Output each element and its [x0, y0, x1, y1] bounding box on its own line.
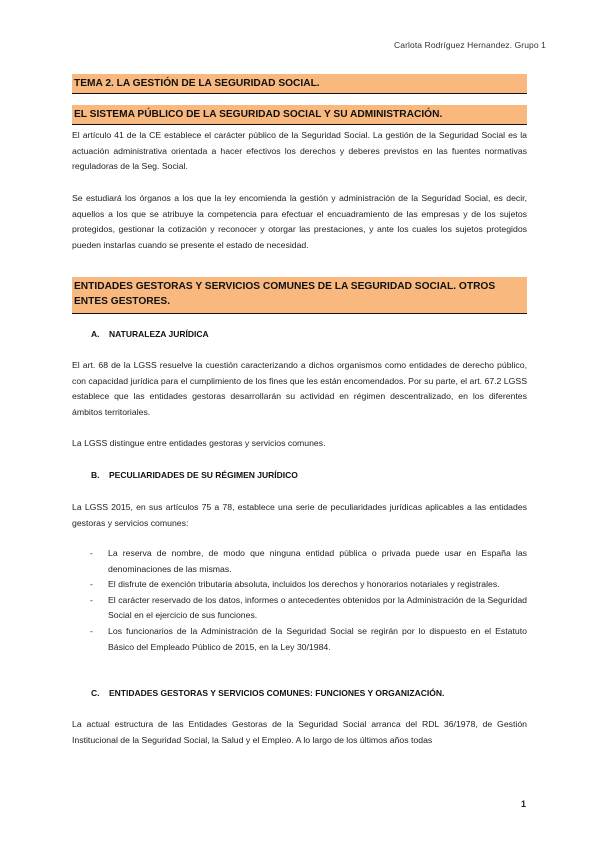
list-item: - La reserva de nombre, de modo que ninguna entidad pública o privada puede usar en España las denominaciones de las mismas.	[90, 548, 527, 574]
sistema-title: EL SISTEMA PÚBLICO DE LA SEGURIDAD SOCIAL Y SU ADMINISTRACIÓN.	[72, 105, 527, 125]
a-paragraph-1: El art. 68 de la LGSS resuelve la cuestión caracterizando a dichos organismos como entidades de derecho público, con capacidad jurídica para el cumplimiento de los fines que les están encomendados. Por su parte, el art. 67.2 LGSS establece que las entidades gestoras desarrollarán su actividad en régimen descentralizado, en los diferentes ámbitos territoriales.	[72, 360, 527, 417]
subheading-a	[91, 329, 209, 339]
sistema-paragraph-1: El artículo 41 de la CE establece el carácter público de la Seguridad Social. La gestión de la Seguridad Social es la actuación administrativa orientada a hacer efectivos los derechos y deberes previstos en las fuentes normativas reguladoras de la Seg. Social.	[72, 130, 527, 172]
subheading-c-title: ENTIDADES GESTORAS Y SERVICIOS COMUNES: FUNCIONES Y ORGANIZACIÓN.	[109, 688, 445, 698]
list-item: - El carácter reservado de los datos, informes o antecedentes obtenidos por la Administración de la Seguridad Social en el ejercicio de sus funciones.	[90, 594, 527, 621]
subheading-c-letter: C.	[91, 688, 100, 698]
subheading-b-letter: B.	[91, 470, 100, 480]
list-item: - El disfrute de exención tributaria absoluta, incluidos los derechos y honorarios notariales y registrales.	[90, 579, 500, 590]
subheading-a-title: NATURALEZA JURÍDICA	[109, 329, 209, 339]
page-number: 1	[520, 799, 526, 809]
a-paragraph-2: La LGSS distingue entre entidades gestoras y servicios comunes.	[72, 438, 326, 448]
subheading-a-letter: A.	[91, 329, 100, 339]
entidades-title: ENTIDADES GESTORAS Y SERVICIOS COMUNES DE LA SEGURIDAD SOCIAL. OTROS ENTES GESTORES.	[72, 277, 527, 314]
subheading-b	[91, 470, 298, 480]
subheading-b-title: PECULIARIDADES DE SU RÉGIMEN JURÍDICO	[109, 470, 298, 480]
subheading-c	[91, 688, 444, 698]
b-bullet-list	[72, 546, 527, 655]
list-item: - Los funcionarios de la Administración de la Seguridad Social se regirán por lo dispuesto en el Estatuto Básico del Empleado Público de 2015, en la Ley 30/1984.	[90, 625, 527, 652]
author-header: Carlota Rodríguez Hernandez. Grupo 1	[394, 40, 546, 50]
b-paragraph-1: La LGSS 2015, en sus artículos 75 a 78, establece una serie de peculiaridades jurídicas aplicables a las entidades gestoras y servicios comunes:	[72, 502, 527, 528]
c-paragraph-1: La actual estructura de las Entidades Gestoras de la Seguridad Social arranca del RDL 36/1978, de Gestión Institucional de la Seguridad Social, la Salud y el Empleo. A lo largo de los últimos años todas	[72, 719, 527, 745]
tema-title: TEMA 2. LA GESTIÓN DE LA SEGURIDAD SOCIAL.	[72, 74, 527, 94]
sistema-paragraph-2: Se estudiará los órganos a los que la ley encomienda la gestión y administración de la Seguridad Social, es decir, aquellos a los que se atribuye la competencia para efectuar el encuadramiento de las empresas y de los sujetos protegidos, gestionar la cotización y reconocer y otorgar las prestaciones, y ante los cuales los sujetos protegidos pueden instarlas cuando se presente el estado de necesidad.	[72, 193, 527, 250]
